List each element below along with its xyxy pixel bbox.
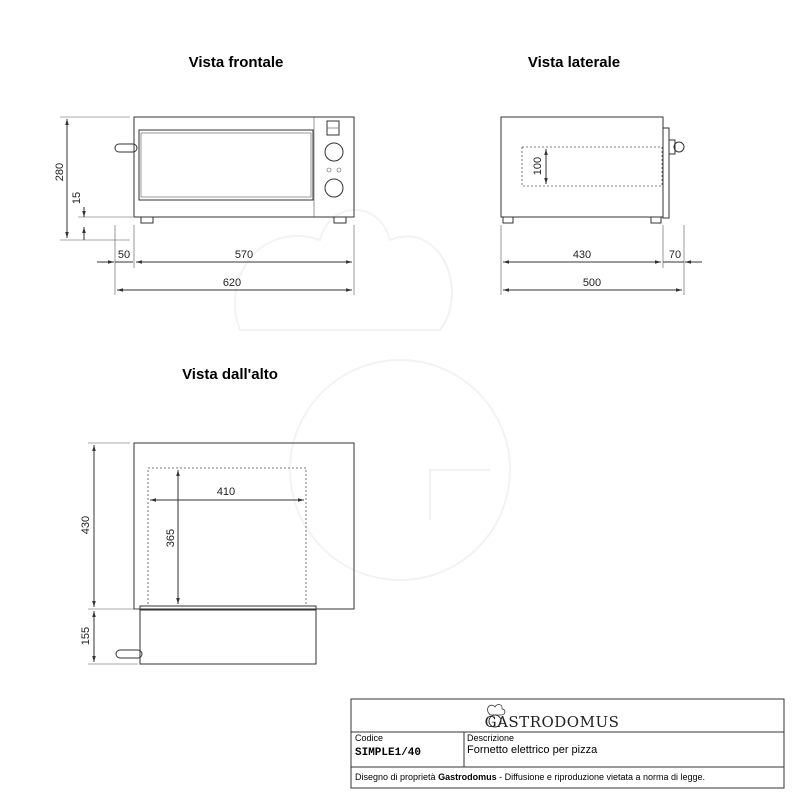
front-view-title: Vista frontale [188, 54, 284, 71]
dim-front-total-width: 620 [222, 277, 242, 289]
dim-side-total-depth: 500 [582, 277, 602, 289]
side-body [501, 117, 663, 217]
dim-top-front-depth: 155 [80, 626, 92, 646]
desc-label: Descrizione [467, 733, 515, 743]
code-value: SIMPLE1/40 [355, 747, 422, 759]
dim-top-inner-depth: 365 [165, 528, 177, 548]
footer-note: Disegno di proprietà Gastrodomus - Diffusione e riproduzione vietata a norma di legge. [355, 772, 706, 782]
dim-side-inner-height: 100 [532, 156, 544, 176]
dim-top-depth: 430 [80, 515, 92, 535]
dim-front-height: 280 [54, 162, 66, 182]
knob-top-icon [325, 143, 343, 161]
dim-front-handle: 50 [117, 249, 131, 261]
top-handle [116, 650, 142, 658]
oven-door [139, 130, 313, 200]
side-view-title: Vista laterale [527, 54, 621, 71]
dim-side-handle-depth: 70 [668, 249, 682, 261]
dim-top-inner-width: 410 [216, 486, 236, 498]
front-view [54, 54, 354, 295]
knob-bottom-icon [325, 179, 343, 197]
title-block [351, 699, 784, 788]
brand-name: GASTRODOMUS [484, 713, 620, 731]
desc-value: Fornetto elettrico per pizza [467, 744, 598, 756]
top-view [80, 366, 354, 664]
side-view [501, 54, 702, 295]
front-body [134, 117, 354, 217]
dim-side-depth: 430 [572, 249, 592, 261]
code-label: Codice [355, 733, 384, 743]
top-view-title: Vista dall'alto [182, 366, 278, 383]
dim-front-feet: 15 [71, 191, 83, 205]
watermark-logo [235, 210, 510, 580]
dim-front-body-width: 570 [234, 249, 254, 261]
top-front-panel [140, 609, 316, 664]
